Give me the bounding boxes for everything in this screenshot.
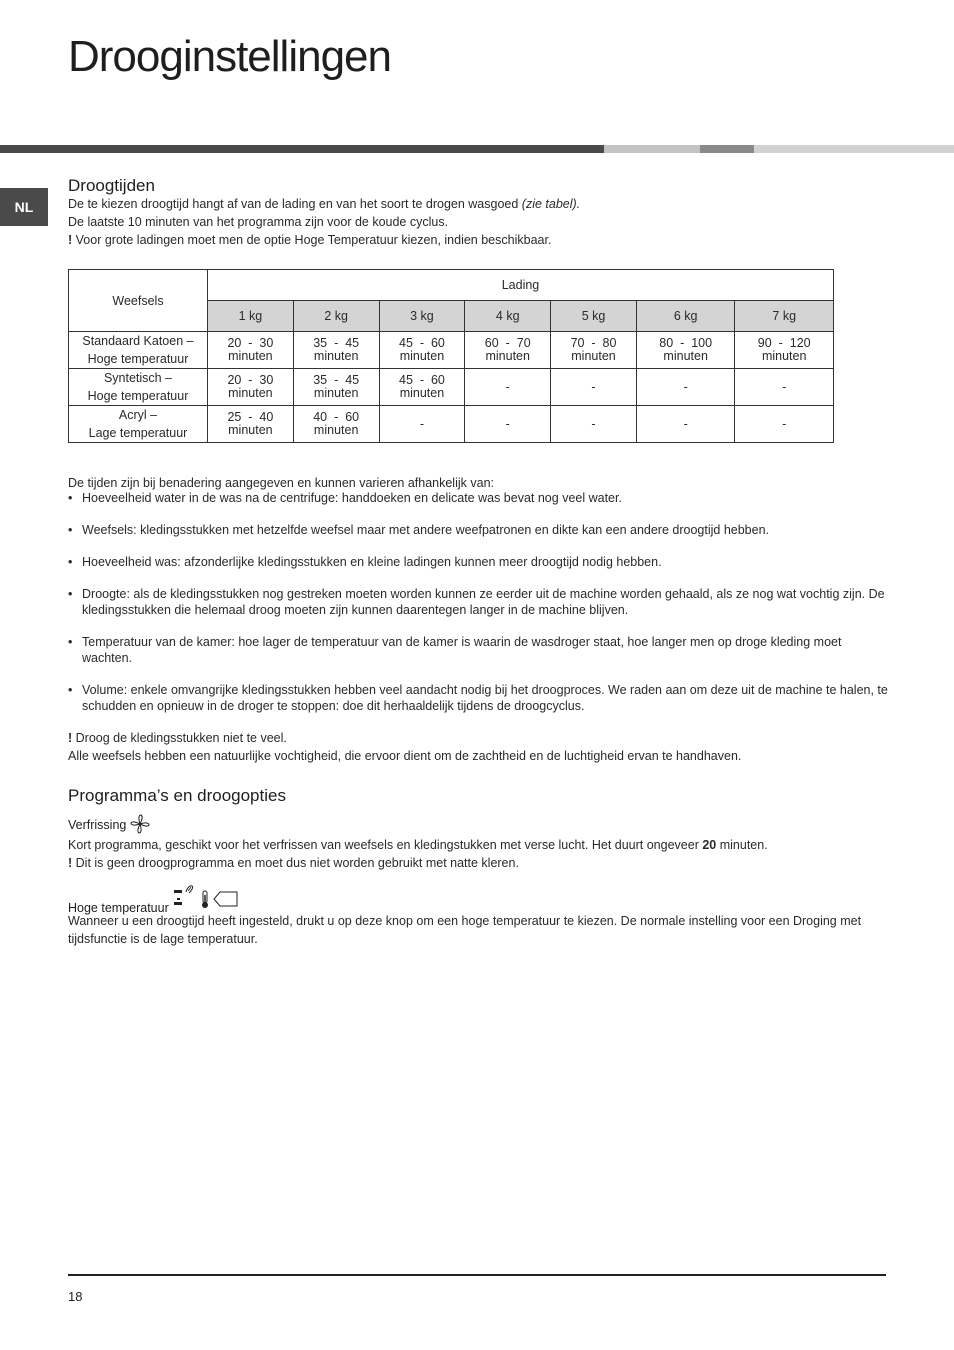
bullet-mark: • <box>68 635 73 649</box>
time-unit: minuten <box>399 349 445 363</box>
bullet-text: Hoeveelheid was: afzonderlijke kledingsstukken en kleine ladingen kunnen meer droogtijd nodig hebben. <box>82 555 662 569</box>
time-range: 25 - 40 <box>227 410 274 424</box>
load-header-2: 2 kg <box>293 301 379 332</box>
note-line2: Alle weefsels hebben een natuurlijke vochtigheid, die ervoor dient om de zachtheid en de luchtigheid ervan te handhaven. <box>68 749 742 763</box>
time-cell <box>636 332 735 369</box>
time-unit: minuten <box>228 386 273 400</box>
time-cell <box>551 332 637 369</box>
time-cell <box>735 406 834 443</box>
verfrissing-minutes: 20 <box>702 838 717 852</box>
time-unit: minuten <box>313 349 359 363</box>
bullet-text: Weefsels: kledingsstukken met hetzelfde weefsel maar met andere weefpatronen en dikte kan een andere droogtijd hebben. <box>82 523 769 537</box>
verfrissing-label: Verfrissing <box>68 817 127 832</box>
time-range: - <box>505 416 510 431</box>
language-tab: NL <box>0 188 48 226</box>
time-cell <box>379 369 465 406</box>
bullet-text: Hoeveelheid water in de was na de centrifuge: handdoeken en delicate was bevat nog veel water. <box>82 491 622 505</box>
thermometer-icon <box>200 889 210 912</box>
fabric-cell <box>69 332 208 369</box>
time-cell <box>379 332 465 369</box>
bullet-mark: • <box>68 683 73 697</box>
option-hoge-temperatuur <box>68 882 239 915</box>
time-range: - <box>591 379 596 394</box>
time-unit: minuten <box>761 349 807 363</box>
fabric-name: Standaard Katoen – <box>82 334 194 348</box>
time-cell <box>293 332 379 369</box>
time-cell <box>735 369 834 406</box>
time-range: 35 - 45 <box>313 336 360 350</box>
fabric-cell <box>69 406 208 443</box>
drying-note <box>68 729 888 765</box>
fabric-temperature: Hoge temperatuur <box>87 352 189 366</box>
warning-mark: ! <box>68 856 73 870</box>
fan-icon <box>130 814 150 837</box>
verfrissing-text-end: minuten. <box>716 838 768 852</box>
warning-mark: ! <box>68 731 73 745</box>
bullet-text: Temperatuur van de kamer: hoe lager de temperatuur van de kamer is waarin de wasdroger staat, hoe langer men op droge kleding moet wachten. <box>82 635 842 665</box>
intro-line2: De laatste 10 minuten van het programma zijn voor de koude cyclus. <box>68 215 449 229</box>
table-row <box>69 369 834 406</box>
header-bar-mid <box>700 145 754 153</box>
time-cell <box>551 406 637 443</box>
list-item <box>68 682 888 714</box>
time-range: - <box>419 416 425 431</box>
drying-times-table <box>68 269 834 443</box>
time-cell <box>379 406 465 443</box>
heat-icon <box>172 884 196 913</box>
tag-icon <box>213 890 239 911</box>
time-cell <box>208 369 294 406</box>
bullet-mark: • <box>68 555 73 569</box>
time-cell <box>293 406 379 443</box>
warning-mark: ! <box>68 233 73 247</box>
time-cell <box>735 332 834 369</box>
bullet-text: Volume: enkele omvangrijke kledingsstukken hebben veel aandacht nodig bij het droogproces. We raden aan om deze uit de machine te halen, te schudden en opnieuw in de droger te stoppen: doe dit herhaaldelijk tijdens de droogcyclus. <box>82 683 888 713</box>
time-range: - <box>505 379 510 394</box>
hoge-temp-label: Hoge temperatuur <box>68 900 169 915</box>
section-heading-droogtijden: Droogtijden <box>68 176 155 195</box>
header-bar-dark <box>0 145 604 153</box>
fabric-temperature: Hoge temperatuur <box>87 389 189 403</box>
list-item <box>68 554 888 570</box>
header-bar-light <box>604 145 700 153</box>
time-range: 45 - 60 <box>399 373 445 387</box>
fabric-temperature: Lage temperatuur <box>88 426 188 440</box>
list-item <box>68 490 888 506</box>
time-unit: minuten <box>313 423 359 437</box>
load-header-6: 6 kg <box>636 301 735 332</box>
intro-paragraph <box>68 195 888 249</box>
time-range: 80 - 100 <box>659 336 713 350</box>
verfrissing-description <box>68 836 888 872</box>
time-range: 70 - 80 <box>570 336 617 350</box>
intro-line3: Voor grote ladingen moet men de optie Hoge Temperatuur kiezen, indien beschikbaar. <box>72 233 552 247</box>
fabric-name: Acryl – <box>118 408 158 422</box>
load-header-5: 5 kg <box>551 301 637 332</box>
variation-intro: De tijden zijn bij benadering aangegeven en kunnen varieren afhankelijk van: <box>68 476 494 490</box>
time-range: 60 - 70 <box>484 336 531 350</box>
time-range: 90 - 120 <box>757 336 811 350</box>
footer-divider <box>68 1274 886 1276</box>
time-cell <box>293 369 379 406</box>
time-range: - <box>591 416 596 431</box>
list-item <box>68 586 888 618</box>
load-header-3: 3 kg <box>379 301 465 332</box>
time-unit: minuten <box>485 349 530 363</box>
time-cell <box>551 369 637 406</box>
time-range: 20 - 30 <box>227 373 274 387</box>
load-header-4: 4 kg <box>465 301 551 332</box>
header-bar-light-end <box>754 145 954 153</box>
table-reference: (zie tabel). <box>521 197 581 211</box>
load-header-7: 7 kg <box>735 301 834 332</box>
time-unit: minuten <box>313 386 359 400</box>
time-range: - <box>782 379 787 394</box>
bullet-mark: • <box>68 523 73 537</box>
bullet-mark: • <box>68 491 73 505</box>
table-header-weefsels: Weefsels <box>69 270 208 332</box>
time-range: 45 - 60 <box>399 336 445 350</box>
intro-line1: De te kiezen droogtijd hangt af van de lading en van het soort te drogen wasgoed <box>68 197 519 211</box>
list-item <box>68 634 888 666</box>
time-cell <box>636 369 735 406</box>
fabric-cell <box>69 369 208 406</box>
time-range: 40 - 60 <box>313 410 360 424</box>
section-heading-programmas: Programma’s en droogopties <box>68 786 286 805</box>
bullet-mark: • <box>68 587 73 601</box>
time-unit: minuten <box>663 349 708 363</box>
page-number: 18 <box>68 1289 83 1304</box>
time-range: 35 - 45 <box>313 373 360 387</box>
note-line1: Droog de kledingsstukken niet te veel. <box>72 731 287 745</box>
time-cell <box>636 406 735 443</box>
table-row <box>69 406 834 443</box>
list-item <box>68 522 888 538</box>
table-row <box>69 332 834 369</box>
time-range: - <box>683 379 688 394</box>
verfrissing-warning: Dit is geen droogprogramma en moet dus niet worden gebruikt met natte kleren. <box>72 856 519 870</box>
time-range: - <box>683 416 688 431</box>
time-cell <box>208 332 294 369</box>
table-header-lading: Lading <box>208 270 834 301</box>
fabric-name: Syntetisch – <box>103 371 173 385</box>
page-title: Drooginstellingen <box>68 32 391 81</box>
time-cell <box>208 406 294 443</box>
option-verfrissing <box>68 814 150 837</box>
time-cell <box>465 332 551 369</box>
verfrissing-text: Kort programma, geschikt voor het verfrissen van weefsels en kledingstukken met verse lucht. Het duurt ongeveer <box>68 838 703 852</box>
bullet-text: Droogte: als de kledingsstukken nog gestreken moeten worden kunnen ze eerder uit de machine worden gehaald, als ze nog wat vochtig zijn. De kledingsstukken die helemaal droog moeten zijn kunnen daarentegen langer in de machine blijven. <box>82 587 885 617</box>
time-range: 20 - 30 <box>227 336 274 350</box>
time-range: - <box>782 416 787 431</box>
time-cell <box>465 406 551 443</box>
load-header-1: 1 kg <box>208 301 294 332</box>
time-unit: minuten <box>571 349 616 363</box>
time-cell <box>465 369 551 406</box>
time-unit: minuten <box>228 349 273 363</box>
hoge-temp-description: Wanneer u een droogtijd heeft ingesteld, drukt u op deze knop om een hoge temperatuur te kiezen. De normale instelling voor een Droging met tijdsfunctie is de lage temperatuur. <box>68 914 862 946</box>
time-unit: minuten <box>228 423 273 437</box>
time-unit: minuten <box>399 386 445 400</box>
